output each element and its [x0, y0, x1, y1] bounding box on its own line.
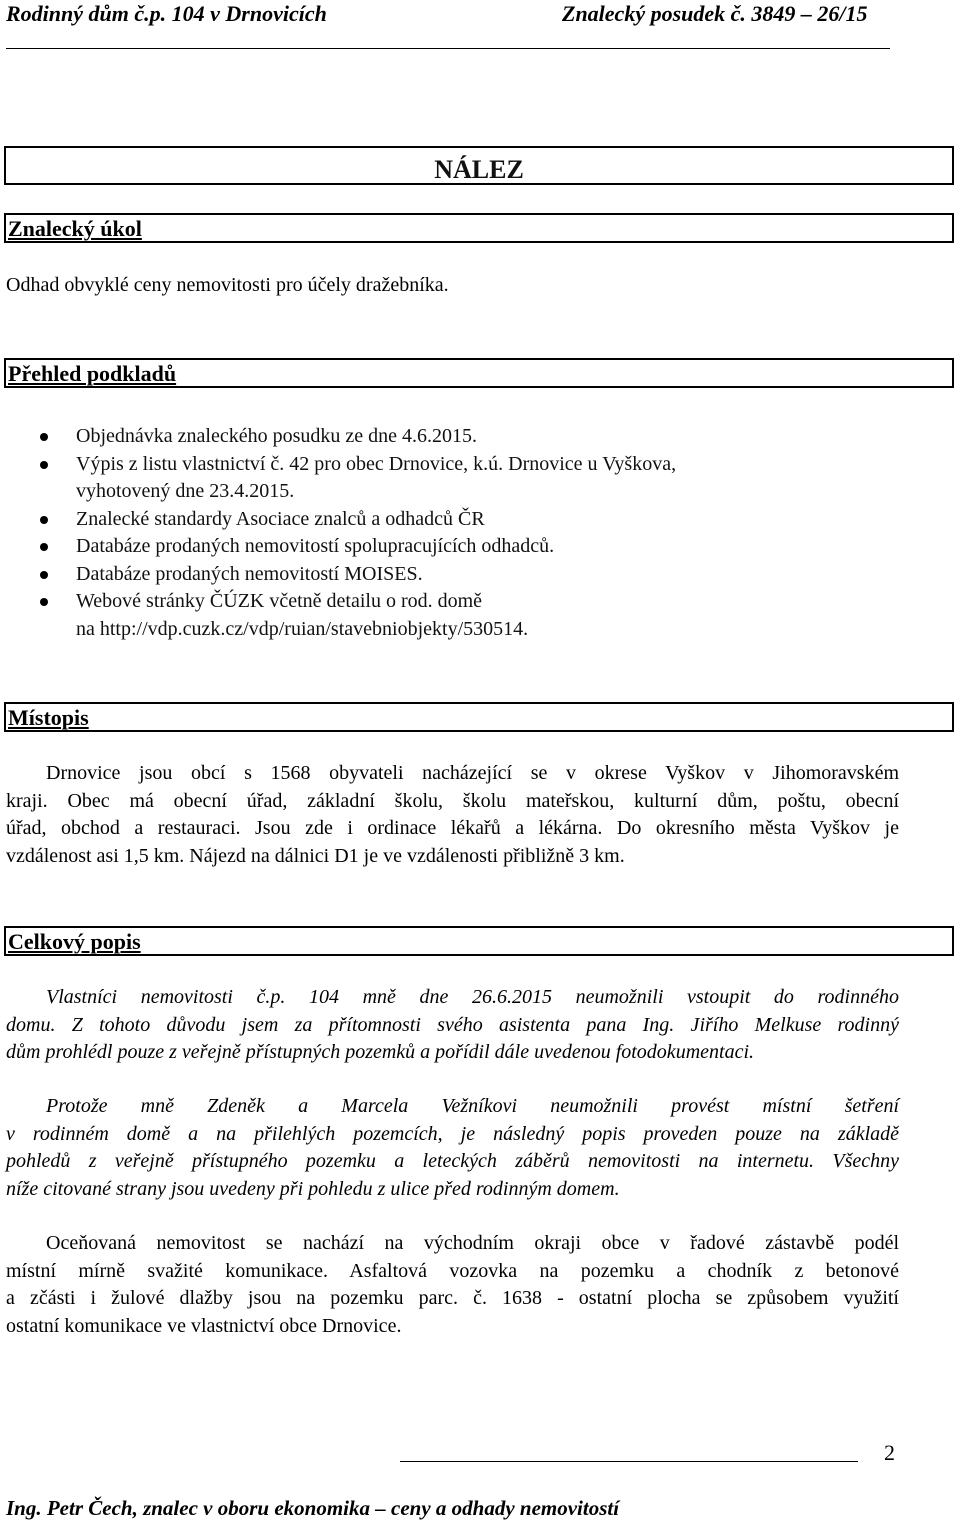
bullet-icon	[40, 461, 48, 469]
bullet-icon	[40, 516, 48, 524]
list-item-continuation: vyhotovený dne 23.4.2015.	[76, 480, 295, 502]
popis-paragraph-3: Oceňovaná nemovitost se nachází na východním okraji obce v řadové zástavbě podél místní mírně svažité komunikace. Asfaltová vozovka na pozemku a chodník z betonové a zčásti i žulové dlažby jsou na pozemku parc. č. 1638 - ostatní plocha se způsobem využití ostatní komunikace ve vlastnictví obce Drnovice.	[6, 1232, 899, 1337]
popis-paragraph-2: Protože mně Zdeněk a Marcela Vežníkovi neumožnili provést místní šetření v rodinném domě a na přilehlých pozemcích, je následný popis proveden pouze na základě pohledů z veřejně přístupného pozemku a leteckých záběrů nemovitosti na internetu. Všechny níže citované strany jsou uvedeny při pohledu z ulice před rodinným domem.	[6, 1095, 899, 1200]
podklady-list	[0, 423, 900, 643]
section-heading-popis: Celkový popis	[8, 929, 141, 954]
list-item: Databáze prodaných nemovitostí spolupracujících odhadců.	[0, 533, 900, 561]
ukol-text	[6, 272, 899, 300]
bullet-icon	[40, 543, 48, 551]
list-item: Databáze prodaných nemovitostí MOISES.	[0, 561, 900, 589]
footer-text: Ing. Petr Čech, znalec v oboru ekonomika – ceny a odhady nemovitostí	[6, 1496, 620, 1520]
list-item-continuation: na http://vdp.cuzk.cz/vdp/ruian/stavebniobjekty/530514.	[76, 617, 529, 640]
section-heading-box-mistopis	[4, 702, 954, 732]
list-item: Objednávka znaleckého posudku ze dne 4.6.2015.	[0, 423, 900, 451]
mistopis-paragraph: Drnovice jsou obcí s 1568 obyvateli nacházející se v okrese Vyškov v Jihomoravském kraji. Obec má obecní úřad, základní školu, školu mateřskou, kulturní dům, poštu, obecní úřad, obchod a restauraci. Jsou zde i ordinace lékařů a lékárna. Do okresního města Vyškov je vzdálenost asi 1,5 km. Nájezd na dálnici D1 je ve vzdálenosti přibližně 3 km.	[6, 762, 899, 867]
bullet-icon	[40, 433, 48, 441]
section-heading-podklady: Přehled podkladů	[8, 361, 177, 386]
popis-paragraph-1: Vlastníci nemovitosti č.p. 104 mně dne 26.6.2015 neumožnili vstoupit do rodinného domu. Z tohoto důvodu jsem za přítomnosti svého asistenta pana Ing. Jiřího Melkuse rodinný dům prohlédl pouze z veřejně přístupných pozemků a pořídil dále uvedenou fotodokumentaci.	[6, 986, 899, 1063]
page-number: 2	[884, 1440, 895, 1465]
header-left: Rodinný dům č.p. 104 v Drnovicích	[6, 1, 327, 26]
page-title: NÁLEZ	[434, 155, 524, 184]
section-heading-box-popis	[4, 926, 954, 956]
section-heading-box-podklady	[4, 358, 954, 388]
footer-divider	[400, 1461, 858, 1462]
section-heading-mistopis: Místopis	[8, 705, 89, 730]
bullet-icon	[40, 598, 48, 606]
list-item: Znalecké standardy Asociace znalců a odhadců ČR	[0, 506, 900, 534]
header-right: Znalecký posudek č. 3849 – 26/15	[562, 1, 868, 26]
title-box	[4, 146, 954, 185]
bullet-icon	[40, 571, 48, 579]
ukol-line: Odhad obvyklé ceny nemovitosti pro účely dražebníka.	[6, 274, 449, 296]
section-heading-box-ukol	[4, 213, 954, 243]
header-divider	[6, 48, 890, 49]
section-heading-ukol: Znalecký úkol	[8, 216, 142, 241]
list-item: Webové stránky ČÚZK včetně detailu o rod. domě	[0, 588, 900, 616]
list-item: Výpis z listu vlastnictví č. 42 pro obec Drnovice, k.ú. Drnovice u Vyškova,	[0, 451, 900, 479]
